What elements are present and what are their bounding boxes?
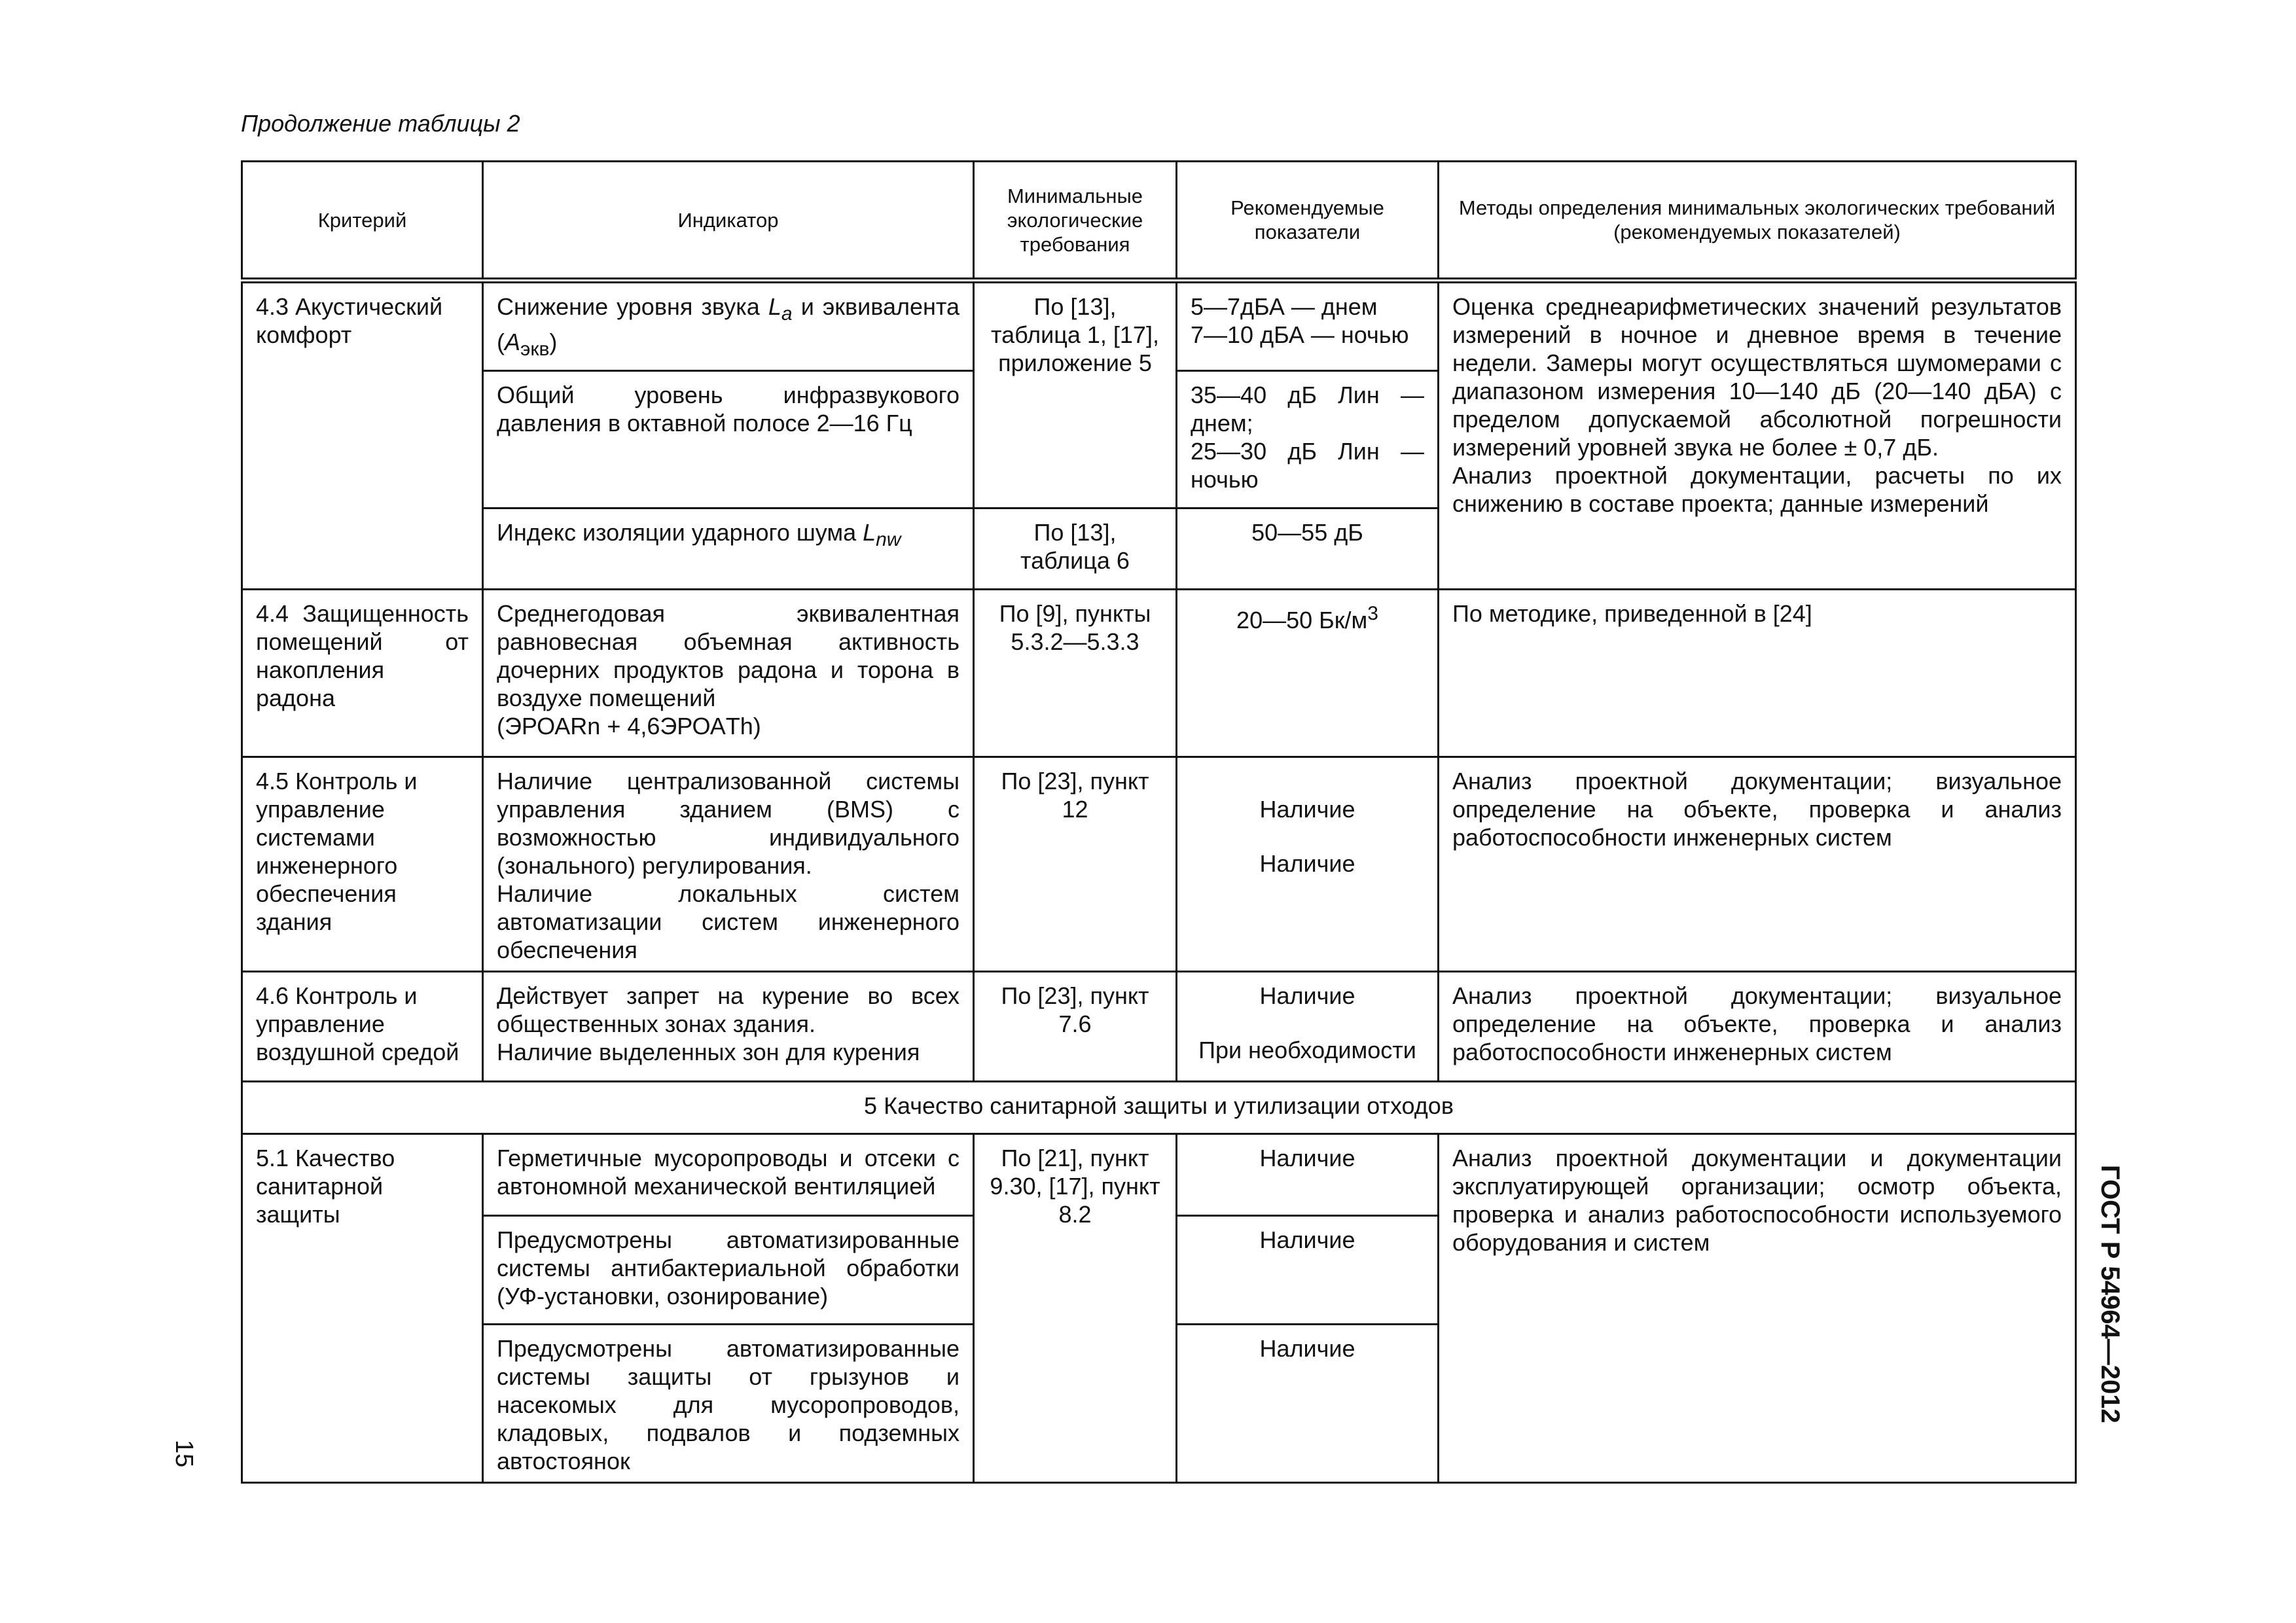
criterion-cell: 4.3 Акустический комфорт [242, 281, 483, 590]
criterion-cell: 4.4 Защищенность помещений от накопления радона [242, 590, 483, 757]
indicator-cell: Среднегодовая эквивалентная равновесная объемная активность дочерних продуктов радона и торона в воздухе помещений (ЭРОАRn + 4,6ЭРОАTh) [483, 590, 974, 757]
header-criterion: Критерий [242, 162, 483, 281]
indicator-cell: Снижение уровня звука $L_a$ и эквивалента $(A_{экв})$ [483, 281, 974, 371]
methods-cell: Оценка среднеарифметических значений результатов измерений в ночное и дневное время в течение недели. Замеры могут осуществляться шумомерами с диапазоном измерения 10—140 дБ (20—140 дБА) с пределом допускаемой абсолютной погрешности измерений уровней звука не более ± 0,7 дБ. Анализ проектной документации, расчеты по их снижению в составе проекта; данные измерений [1439, 281, 2076, 590]
table-row [242, 757, 2076, 972]
table-row [242, 590, 2076, 757]
section-title: 5 Качество санитарной защиты и утилизации отходов [242, 1082, 2076, 1134]
standard-code: ГОСТ Р 54964—2012 [2096, 1165, 2125, 1423]
recommended-cell: 20—50 $Бк/м^3$ [1177, 590, 1439, 757]
indicator-cell: Действует запрет на курение во всех общественных зонах здания. Наличие выделенных зон для курения [483, 972, 974, 1082]
recommended-cell: Наличие Наличие [1177, 757, 1439, 972]
recommended-cell: Наличие [1177, 1216, 1439, 1325]
min-requirement-cell: По [23], пункт 7.6 [974, 972, 1177, 1082]
recommended-cell: Наличие [1177, 1325, 1439, 1483]
indicator-cell: Предусмотрены автоматизированные системы антибактериальной обработки (УФ-установки, озонирование) [483, 1216, 974, 1325]
header-row [242, 162, 2076, 281]
criterion-cell: 5.1 Качество санитарной защиты [242, 1134, 483, 1483]
min-requirement-cell: По [13], таблица 6 [974, 508, 1177, 590]
header-recommended: Рекомендуемые показатели [1177, 162, 1439, 281]
table-row [242, 972, 2076, 1082]
indicator-cell: Наличие централизованной системы управления зданием (BMS) с возможностью индивидуального (зонального) регулирования. Наличие локальных систем автоматизации систем инженерного обеспечения [483, 757, 974, 972]
criterion-cell: 4.6 Контроль и управление воздушной средой [242, 972, 483, 1082]
methods-cell: По методике, приведенной в [24] [1439, 590, 2076, 757]
section-row [242, 1082, 2076, 1134]
table-caption: Продолжение таблицы 2 [241, 110, 520, 137]
indicator-cell: Предусмотрены автоматизированные системы защиты от грызунов и насекомых для мусоропроводов, кладовых, подвалов и подземных автостоянок [483, 1325, 974, 1483]
indicator-cell: Общий уровень инфразвукового давления в октавной полосе 2—16 Гц [483, 371, 974, 508]
methods-cell: Анализ проектной документации; визуальное определение на объекте, проверка и анализ работоспособности инженерных систем [1439, 972, 2076, 1082]
table-row [242, 1134, 2076, 1216]
min-requirement-cell: По [23], пункт 12 [974, 757, 1177, 972]
min-requirement-cell: По [9], пункты 5.3.2—5.3.3 [974, 590, 1177, 757]
table-row [242, 281, 2076, 371]
page-number: 15 [170, 1440, 198, 1468]
indicator-cell: Индекс изоляции ударного шума $L_{nw}$ [483, 508, 974, 590]
header-indicator: Индикатор [483, 162, 974, 281]
methods-cell: Анализ проектной документации и документации эксплуатирующей организации; осмотр объекта, проверка и анализ работоспособности используемого оборудования и систем [1439, 1134, 2076, 1483]
recommended-cell: Наличие [1177, 1134, 1439, 1216]
recommended-cell: 50—55 дБ [1177, 508, 1439, 590]
min-requirement-cell: По [13], таблица 1, [17], приложение 5 [974, 281, 1177, 508]
recommended-cell: Наличие При необходимости [1177, 972, 1439, 1082]
methods-cell: Анализ проектной документации; визуальное определение на объекте, проверка и анализ работоспособности инженерных систем [1439, 757, 2076, 972]
recommended-cell: 35—40 дБ Лин — днем; 25—30 дБ Лин — ночью [1177, 371, 1439, 508]
requirements-table [241, 160, 2077, 1484]
header-methods: Методы определения минимальных экологических требований (рекомендуемых показателей) [1439, 162, 2076, 281]
min-requirement-cell: По [21], пункт 9.30, [17], пункт 8.2 [974, 1134, 1177, 1483]
indicator-cell: Герметичные мусоропроводы и отсеки с автономной механической вентиляцией [483, 1134, 974, 1216]
header-min-requirements: Минимальные экологические требования [974, 162, 1177, 281]
criterion-cell: 4.5 Контроль и управление системами инженерного обеспечения здания [242, 757, 483, 972]
recommended-cell: 5—7дБА — днем 7—10 дБА — ночью [1177, 281, 1439, 371]
